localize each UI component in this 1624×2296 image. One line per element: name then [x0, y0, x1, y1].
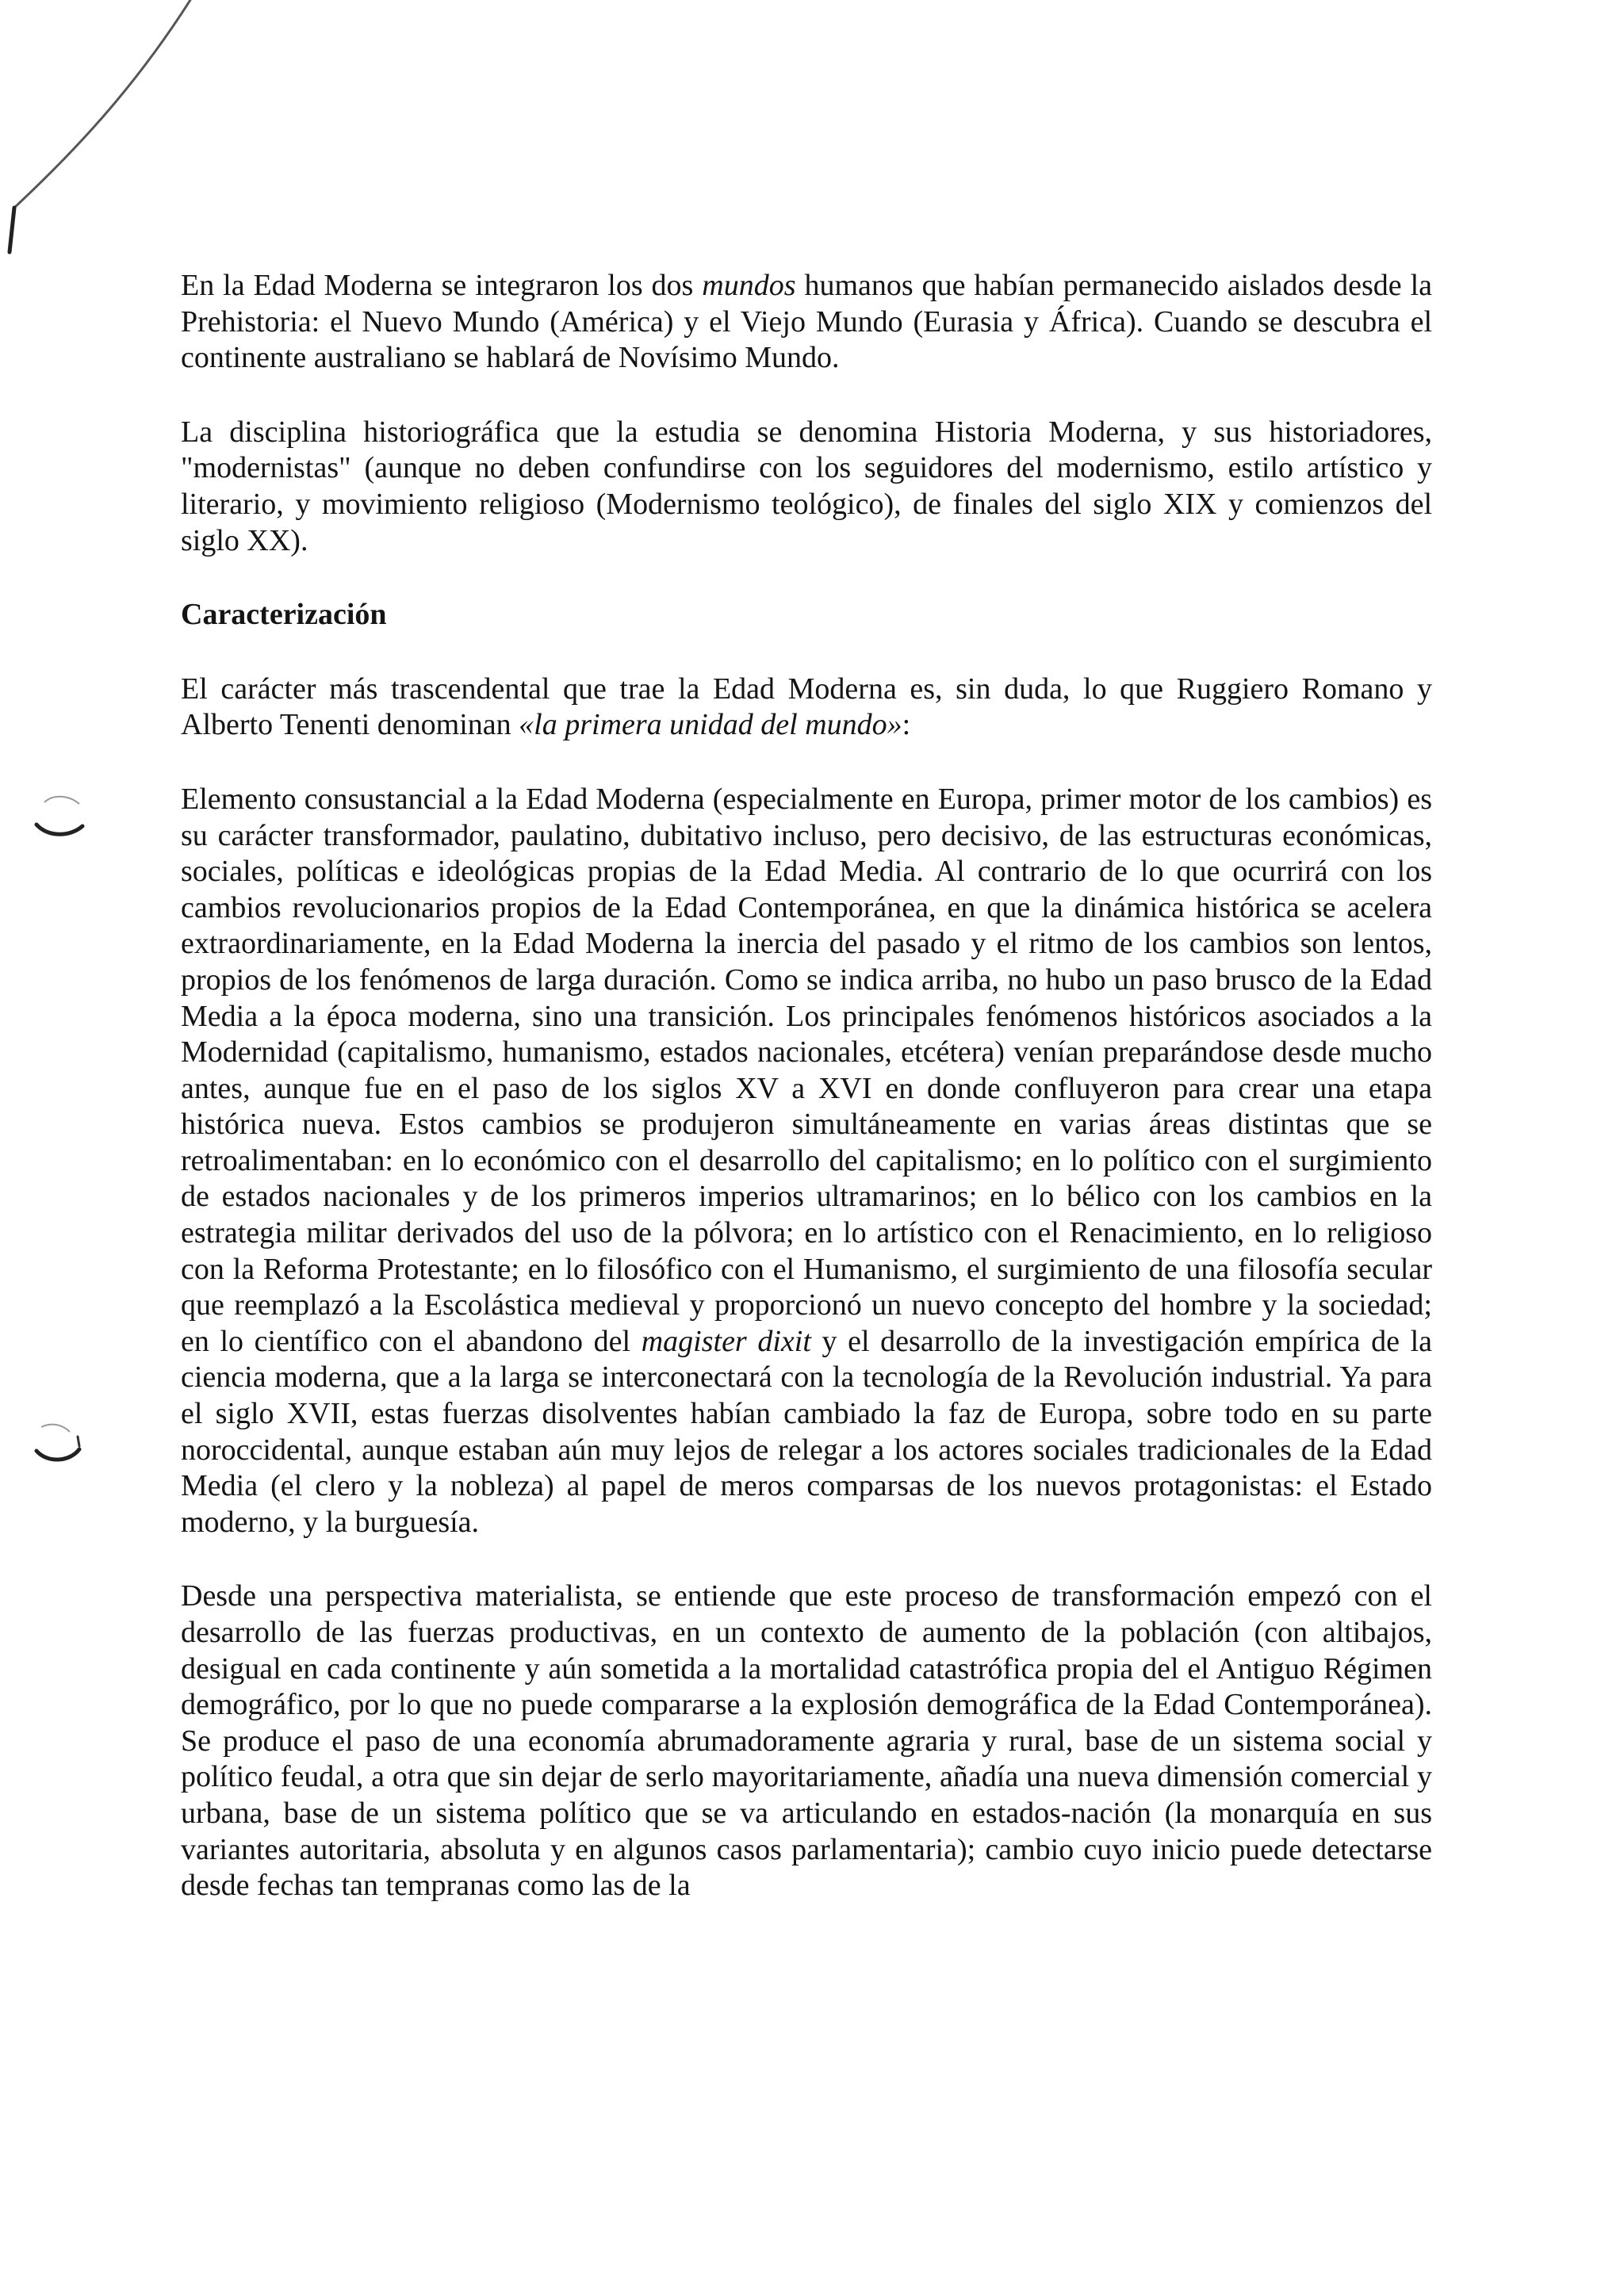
italic-term: mundos	[702, 269, 796, 302]
text-run: humanos que habían permanecido aislados desde la Prehistoria: el Nuevo Mundo (América) y el Viejo Mundo (Eurasia y África). Cuando se descubra el continente australiano se hablará de Novísimo Mundo.	[181, 269, 1432, 375]
punch-hole-mark	[30, 793, 86, 840]
discipline-paragraph: La disciplina historiográfica que la estudia se denomina Historia Moderna, y sus historiadores, "modernistas" (aunque no deben confundirse con los seguidores del modernismo, estilo artístico y literario, y movimiento religioso (Modernismo teológico), de finales del siglo XIX y comienzos del siglo XX).	[181, 415, 1432, 557]
character-paragraph	[181, 672, 1432, 744]
punch-hole-mark	[30, 1419, 86, 1467]
text-run: :	[902, 708, 911, 742]
italic-latin-phrase: magister dixit	[641, 1324, 811, 1358]
text-run: Elemento consustancial a la Edad Moderna (especialmente en Europa, primer motor de los cambios) es su carácter transformador, paulatino, dubitativo incluso, pero decisivo, de las estructuras económicas, sociales, políticas e ideológicas propias de la Edad Media. Al contrario de lo que ocurrirá con los cambios revolucionarios propios de la Edad Contemporánea, en que la dinámica histórica se acelera extraordinariamente, en la Edad Moderna la inercia del pasado y el ritmo de los cambios son lentos, propios de los fenómenos de larga duración. Como se indica arriba, no hubo un paso brusco de la Edad Media a la época moderna, sino una transición. Los principales fenómenos históricos asociados a la Modernidad (capitalismo, humanismo, estados nacionales, etcétera) venían preparándose desde mucho antes, aunque fue en el paso de los siglos XV a XVI en donde confluyeron para crear una etapa histórica nueva. Estos cambios se produjeron simultáneamente en varias áreas distintas que se retroalimentaban: en lo económico con el desarrollo del capitalismo; en lo político con el surgimiento de estados nacionales y de los primeros imperios ultramarinos; en lo bélico con los cambios en la estrategia militar derivados del uso de la pólvora; en lo artístico con el Renacimiento, en lo religioso con la Reforma Protestante; en lo filosófico con el Humanismo, el surgimiento de una filosofía secular que reemplazó a la Escolástica medieval y proporcionó un nuevo concepto del hombre y la sociedad; en lo científico con el abandono del	[181, 782, 1432, 1358]
text-run: El carácter más trascendental que trae la Edad Moderna es, sin duda, lo que Ruggiero Romano y Alberto Tenenti denominan	[181, 672, 1432, 742]
document-body	[181, 268, 1432, 1904]
transformation-paragraph	[181, 782, 1432, 1540]
text-run: y el desarrollo de la investigación empírica de la ciencia moderna, que a la larga se interconectará con la tecnología de la Revolución industrial. Ya para el siglo XVII, estas fuerzas disolventes habían cambiado la faz de Europa, sobre todo en su parte noroccidental, aunque estaban aún muy lejos de relegar a los actores sociales tradicionales de la Edad Media (el clero y la nobleza) al papel de meros comparsas de los nuevos protagonistas: el Estado moderno, y la burguesía.	[181, 1324, 1432, 1539]
materialist-paragraph: Desde una perspectiva materialista, se entiende que este proceso de transformación empezó con el desarrollo de las fuerzas productivas, en un contexto de aumento de la población (con altibajos, desigual en cada continente y aún sometida a la mortalidad catastrófica propia del el Antiguo Régimen demográfico, por lo que no puede compararse a la explosión demográfica de la Edad Contemporánea). Se produce el paso de una economía abrumadoramente agraria y rural, base de un sistema social y político feudal, a otra que sin dejar de serlo mayoritariamente, añadía una nueva dimensión comercial y urbana, base de un sistema político que se va articulando en estados-nación (la monarquía en sus variantes autoritaria, absoluta y en algunos casos parlamentaria); cambio cuyo inicio puede detectarse desde fechas tan tempranas como las de la	[181, 1579, 1432, 1903]
italic-quote: «la primera unidad del mundo»	[519, 708, 902, 742]
text-run: En la Edad Moderna se integraron los dos	[181, 269, 703, 302]
section-heading: Caracterización	[181, 598, 387, 632]
intro-paragraph	[181, 268, 1432, 377]
